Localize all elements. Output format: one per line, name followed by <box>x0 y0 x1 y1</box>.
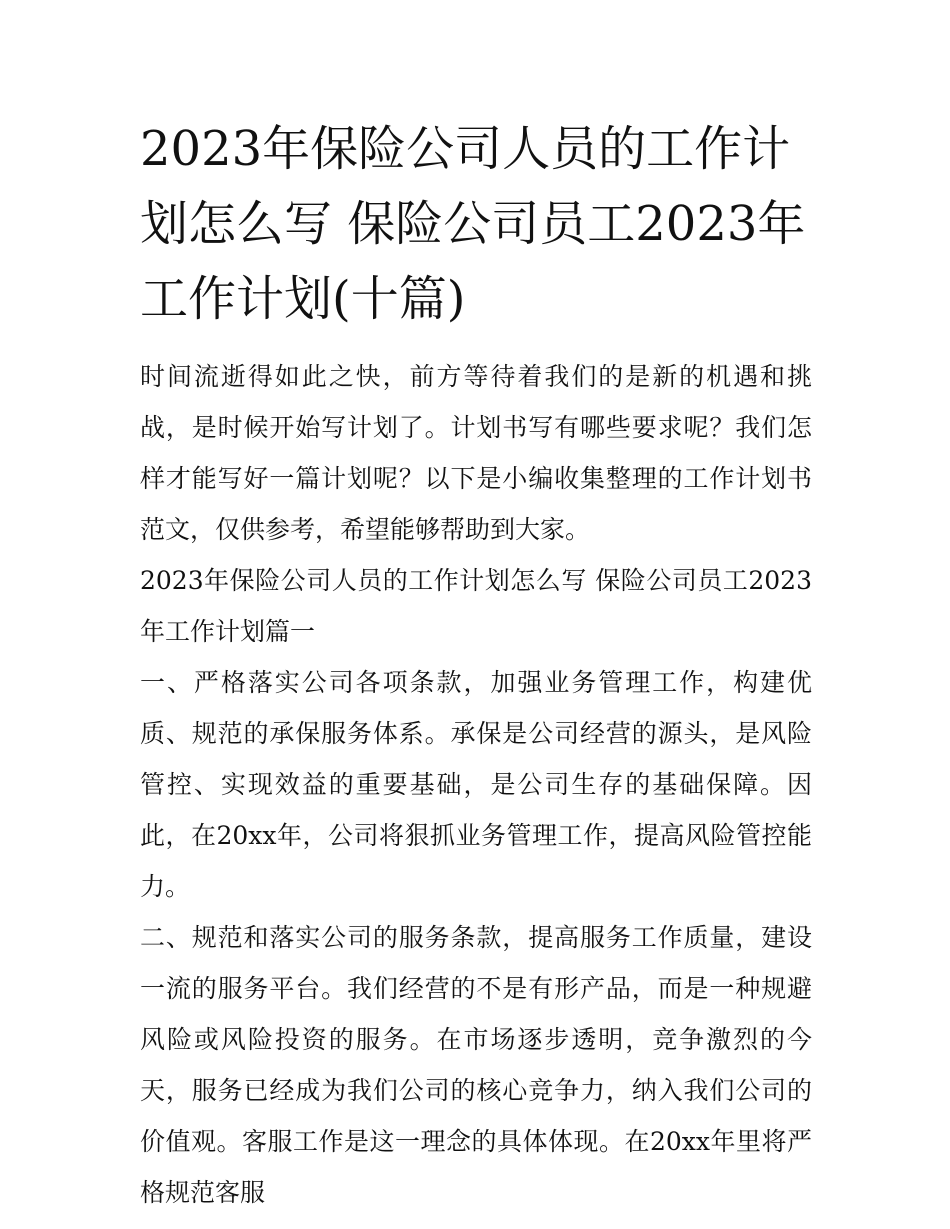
section-heading: 2023年保险公司人员的工作计划怎么写 保险公司员工2023年工作计划篇一 <box>140 566 812 646</box>
document-title: 2023年保险公司人员的工作计划怎么写 保险公司员工2023年工作计划(十篇) <box>140 121 806 327</box>
body-paragraph-1: 一、严格落实公司各项条款，加强业务管理工作，构建优质、规范的承保服务体系。承保是公司经营的源头，是风险管控、实现效益的重要基础，是公司生存的基础保障。因此，在20xx年，公司将狠抓业务管理工作，提高风险管控能力。 <box>140 668 812 901</box>
body-paragraph-2: 二、规范和落实公司的服务条款，提高服务工作质量，建设一流的服务平台。我们经营的不是有形产品，而是一种规避风险或风险投资的服务。在市场逐步透明，竞争激烈的今天，服务已经成为我们公司的核心竞争力，纳入我们公司的价值观。客服工作是这一理念的具体体现。在20xx年里将严格规范客服 <box>140 923 812 1207</box>
document-content <box>140 112 812 1218</box>
intro-paragraph: 时间流逝得如此之快，前方等待着我们的是新的机遇和挑战，是时候开始写计划了。计划书写有哪些要求呢？我们怎样才能写好一篇计划呢？以下是小编收集整理的工作计划书范文，仅供参考，希望能够帮助到大家。 <box>140 362 812 544</box>
